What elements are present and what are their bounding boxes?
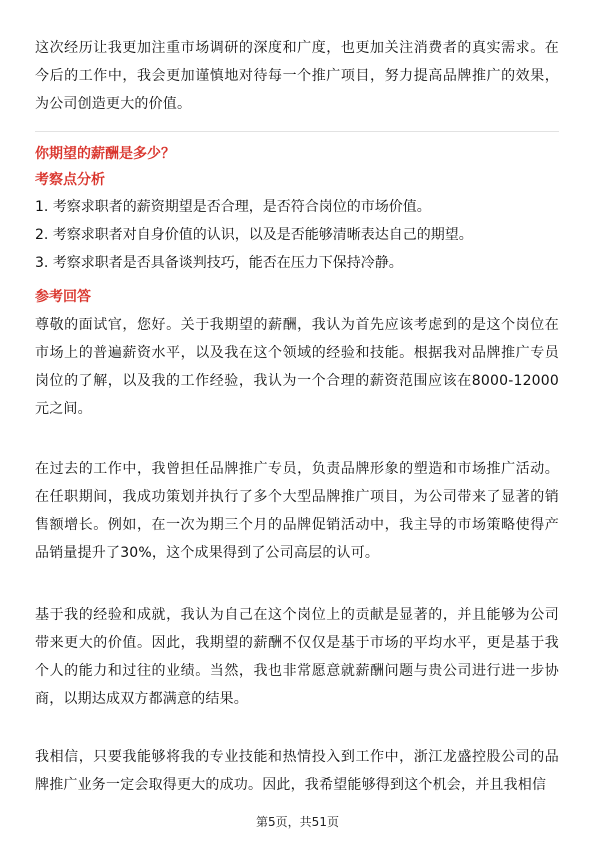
intro-paragraph-block (35, 34, 559, 118)
question-heading: 你期望的薪酬是多少？ (35, 146, 175, 162)
list-item: 3. 考察求职者是否具备谈判技巧，能否在压力下保持冷静。 (35, 255, 403, 271)
analysis-heading: 考察点分析 (35, 172, 105, 188)
analysis-section (35, 169, 559, 277)
answer-paragraph-1-block (35, 311, 559, 423)
answer-paragraph-4-block (35, 743, 559, 799)
divider (35, 131, 559, 132)
answer-paragraph-3-block (35, 601, 559, 713)
answer-paragraph: 尊敬的面试官，您好。关于我期望的薪酬，我认为首先应该考虑到的是这个岗位在市场上的普遍薪资水平，以及我在这个领域的经验和技能。根据我对品牌推广专员岗位的了解，以及我的工作经验，我认为一个合理的薪资范围应该在8000-12000元之间。 (35, 317, 559, 417)
list-item: 1. 考察求职者的薪资期望是否合理，是否符合岗位的市场价值。 (35, 199, 431, 215)
answer-heading: 参考回答 (35, 289, 91, 305)
answer-paragraph: 在过去的工作中，我曾担任品牌推广专员，负责品牌形象的塑造和市场推广活动。在任职期间，我成功策划并执行了多个大型品牌推广项目，为公司带来了显著的销售额增长。例如，在一次为期三个月的品牌促销活动中，我主导的市场策略使得产品销量提升了30%，这个成果得到了公司高层的认可。 (35, 461, 559, 561)
intro-paragraph: 这次经历让我更加注重市场调研的深度和广度，也更加关注消费者的真实需求。在今后的工作中，我会更加谨慎地对待每一个推广项目，努力提高品牌推广的效果，为公司创造更大的价值。 (35, 40, 559, 112)
answer-paragraph: 基于我的经验和成就，我认为自己在这个岗位上的贡献是显著的，并且能够为公司带来更大的价值。因此，我期望的薪酬不仅仅是基于市场的平均水平，更是基于我个人的能力和过往的业绩。当然，我也非常愿意就薪酬问题与贵公司进行进一步协商，以期达成双方都满意的结果。 (35, 607, 559, 707)
answer-section (35, 286, 559, 308)
list-item: 2. 考察求职者对自身价值的认识，以及是否能够清晰表达自己的期望。 (35, 227, 473, 243)
answer-paragraph-2-block (35, 455, 559, 567)
answer-paragraph: 我相信，只要我能够将我的专业技能和热情投入到工作中，浙江龙盛控股公司的品牌推广业务一定会取得更大的成功。因此，我希望能够得到这个机会，并且我相信 (35, 749, 559, 793)
page-number: 第5页，共51页 (256, 815, 339, 829)
question-block (35, 143, 559, 165)
